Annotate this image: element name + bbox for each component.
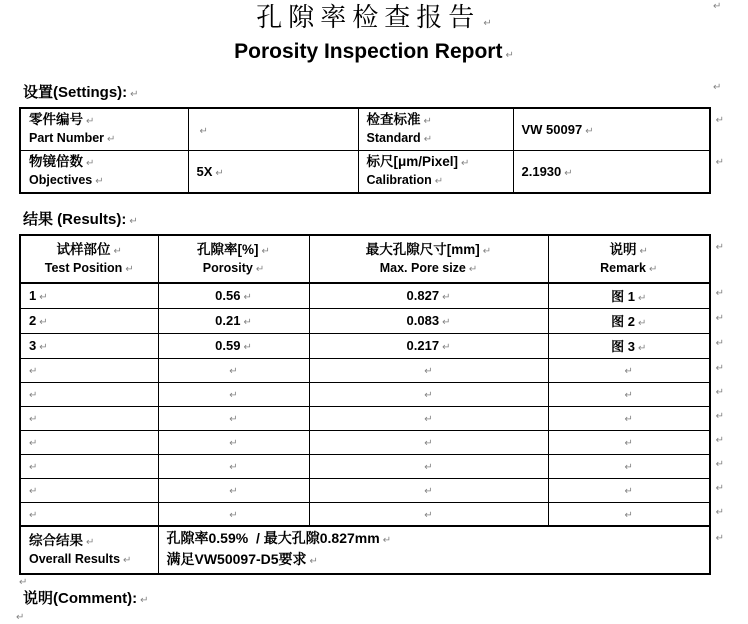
- position-cell[interactable]: [20, 358, 158, 382]
- col-test-position-header[interactable]: [20, 235, 158, 283]
- max-pore-cell[interactable]: [309, 430, 548, 454]
- porosity-cell[interactable]: [158, 308, 309, 333]
- row-end-mark-icon: ↵: [715, 386, 724, 398]
- paragraph-mark-icon: ↵: [564, 167, 573, 179]
- calibration-label-en: Calibration: [366, 173, 432, 187]
- position-cell[interactable]: [20, 283, 158, 308]
- max-pore-cell[interactable]: [309, 333, 548, 358]
- row-end-mark-icon: ↵: [715, 434, 724, 446]
- porosity-cell[interactable]: [158, 333, 309, 358]
- empty-result-row: [20, 430, 710, 454]
- report-title-en: [0, 39, 748, 68]
- paragraph-mark-icon: ↵: [713, 1, 722, 12]
- porosity-value: 0.59: [215, 338, 241, 353]
- porosity-cell[interactable]: [158, 454, 309, 478]
- max-pore-cell[interactable]: [309, 308, 548, 333]
- paragraph-mark-icon: ↵: [424, 438, 433, 449]
- position-cell[interactable]: [20, 406, 158, 430]
- paragraph-mark-icon: ↵: [86, 536, 95, 548]
- paragraph-mark-icon: ↵: [624, 390, 633, 401]
- max-pore-cell[interactable]: [309, 502, 548, 526]
- settings-table: [19, 107, 724, 194]
- max-pore-cell[interactable]: [309, 454, 548, 478]
- paragraph-mark-icon: ↵: [637, 293, 647, 305]
- part-number-label-cell[interactable]: [20, 108, 188, 151]
- paragraph-mark-icon: ↵: [29, 390, 38, 401]
- col-header-zh: 说明: [609, 241, 637, 257]
- paragraph-mark-icon: ↵: [624, 366, 633, 377]
- paragraph-mark-icon: ↵: [229, 414, 238, 425]
- settings-row-1: [20, 108, 710, 151]
- calibration-label-zh: 标尺[μm/Pixel]: [366, 154, 459, 169]
- objectives-value-cell[interactable]: [188, 151, 358, 194]
- paragraph-mark-icon: ↵: [639, 245, 648, 257]
- paragraph-mark-icon: ↵: [424, 462, 433, 473]
- paragraph-mark-icon: ↵: [29, 462, 38, 473]
- max-pore-cell[interactable]: [309, 358, 548, 382]
- remark-value: 图 1: [611, 289, 635, 305]
- paragraph-mark-icon: ↵: [483, 18, 492, 29]
- settings-heading-text: 设置(Settings):: [23, 84, 128, 101]
- overall-results-value-cell[interactable]: [158, 526, 724, 574]
- col-header-en: Max. Pore size: [379, 260, 466, 275]
- calibration-label-cell[interactable]: [358, 151, 513, 194]
- position-cell[interactable]: [20, 382, 158, 406]
- paragraph-mark-icon: ↵: [199, 125, 208, 137]
- porosity-cell[interactable]: [158, 478, 309, 502]
- row-end-mark-icon: ↵: [715, 242, 724, 253]
- remark-value: 图 3: [611, 339, 635, 354]
- col-max-pore-header[interactable]: [309, 235, 548, 283]
- result-row-1: [20, 283, 710, 308]
- report-title-en-text: Porosity Inspection Report: [234, 40, 503, 63]
- paragraph-mark-icon: ↵: [637, 318, 647, 329]
- col-header-zh: 最大孔隙尺寸[mm]: [365, 241, 480, 257]
- overall-results-line1: 孔隙率0.59% / 最大孔隙0.827mm: [166, 530, 380, 546]
- porosity-value: 0.56: [215, 288, 241, 304]
- standard-label-cell[interactable]: [358, 108, 513, 151]
- paragraph-mark-icon: ↵: [29, 438, 38, 449]
- paragraph-mark-icon: ↵: [125, 263, 134, 275]
- comment-heading-text: 说明(Comment):: [23, 590, 138, 607]
- col-header-en: Test Position: [44, 260, 123, 275]
- standard-label-en: Standard: [366, 131, 421, 145]
- paragraph-mark-icon: ↵: [140, 595, 149, 606]
- row-end-mark-icon: ↵: [715, 288, 724, 299]
- row-end-mark-icon: ↵: [715, 533, 724, 544]
- row-end-mark-icon: ↵: [715, 312, 724, 324]
- paragraph-mark-icon: ↵: [243, 317, 252, 328]
- paragraph-mark-icon: ↵: [113, 245, 122, 257]
- results-table: [19, 234, 724, 575]
- paragraph-mark-icon: ↵: [309, 556, 318, 567]
- col-header-zh: 孔隙率[%]: [197, 241, 259, 257]
- paragraph-mark-icon: ↵: [39, 342, 48, 353]
- row-end-mark-icon: ↵: [715, 458, 724, 470]
- remark-value: 图 2: [611, 314, 635, 329]
- paragraph-mark-icon: ↵: [423, 116, 432, 127]
- objectives-label-en: Objectives: [29, 173, 93, 187]
- paragraph-mark-icon: ↵: [442, 317, 451, 328]
- paragraph-mark-icon: ↵: [423, 134, 433, 145]
- paragraph-mark-icon: ↵: [130, 89, 139, 100]
- max-pore-value: 0.217: [406, 338, 440, 353]
- row-end-mark-icon: ↵: [715, 157, 724, 168]
- paragraph-mark-icon: ↵: [624, 486, 633, 497]
- porosity-cell[interactable]: [158, 430, 309, 454]
- position-cell[interactable]: [20, 333, 158, 358]
- paragraph-mark-icon: ↵: [255, 263, 265, 275]
- paragraph-mark-icon: ↵: [29, 414, 38, 425]
- paragraph-mark-icon: ↵: [461, 158, 470, 169]
- max-pore-value: 0.083: [406, 313, 440, 328]
- porosity-value: 0.21: [215, 313, 241, 328]
- position-value: 2: [29, 313, 37, 328]
- paragraph-mark-icon: ↵: [424, 390, 433, 401]
- calibration-value-cell[interactable]: [513, 151, 724, 194]
- paragraph-mark-icon: ↵: [129, 216, 138, 227]
- row-end-mark-icon: ↵: [715, 115, 724, 126]
- standard-value: VW 50097: [521, 121, 583, 137]
- result-row-2: [20, 308, 710, 333]
- max-pore-cell[interactable]: [309, 406, 548, 430]
- paragraph-mark-icon: ↵: [215, 167, 224, 179]
- porosity-cell[interactable]: [158, 358, 309, 382]
- paragraph-mark-icon: ↵: [624, 462, 633, 473]
- paragraph-mark-icon: ↵: [229, 462, 238, 473]
- col-header-en: Porosity: [202, 260, 253, 275]
- settings-heading: [19, 84, 709, 104]
- row-end-mark-icon: ↵: [715, 362, 724, 374]
- paragraph-mark-icon: ↵: [243, 342, 252, 353]
- max-pore-cell[interactable]: [309, 283, 548, 308]
- max-pore-cell[interactable]: [309, 478, 548, 502]
- report-title-zh-text: 孔隙率检查报告: [256, 3, 481, 32]
- result-row-3: [20, 333, 710, 358]
- overall-results-line2: 满足VW50097-D5要求: [166, 551, 307, 567]
- remark-cell[interactable]: [548, 333, 724, 358]
- paragraph-mark-icon: ↵: [95, 176, 104, 187]
- paragraph-mark-icon: ↵: [585, 125, 594, 137]
- settings-row-2: [20, 151, 710, 194]
- paragraph-mark-icon: ↵: [123, 554, 132, 566]
- paragraph-mark-icon: ↵: [29, 366, 38, 377]
- position-value: 3: [29, 338, 37, 353]
- empty-result-row: [20, 478, 710, 502]
- part-number-label-zh: 零件编号: [29, 112, 83, 127]
- objectives-label-cell[interactable]: [20, 151, 188, 194]
- paragraph-mark-icon: ↵: [442, 342, 451, 353]
- results-heading-text: 结果 (Results):: [23, 211, 127, 228]
- porosity-cell[interactable]: [158, 502, 309, 526]
- row-end-mark-icon: ↵: [715, 506, 724, 518]
- remark-cell[interactable]: [548, 308, 724, 333]
- paragraph-mark-icon: ↵: [442, 292, 451, 304]
- paragraph-mark-icon: ↵: [229, 509, 238, 521]
- paragraph-mark-icon: ↵: [637, 343, 647, 354]
- porosity-cell[interactable]: [158, 406, 309, 430]
- paragraph-mark-icon: ↵: [713, 82, 722, 93]
- paragraph-mark-icon: ↵: [243, 292, 252, 304]
- porosity-cell[interactable]: [158, 283, 309, 308]
- paragraph-mark-icon: ↵: [261, 245, 270, 257]
- paragraph-mark-icon: ↵: [229, 366, 238, 377]
- position-cell[interactable]: [20, 502, 158, 526]
- paragraph-mark-icon: ↵: [624, 414, 633, 425]
- part-number-label-en: Part Number: [29, 131, 105, 145]
- paragraph-mark-icon: ↵: [39, 317, 48, 328]
- remark-cell[interactable]: [548, 406, 724, 430]
- empty-result-row: [20, 406, 710, 430]
- overall-results-row: [20, 526, 710, 574]
- paragraph-mark-icon: ↵: [229, 486, 238, 497]
- paragraph-mark-icon: ↵: [382, 535, 392, 546]
- paragraph-mark-icon: ↵: [86, 158, 95, 169]
- calibration-value: 2.1930: [521, 163, 562, 179]
- results-header-row: [20, 235, 710, 283]
- col-porosity-header[interactable]: [158, 235, 309, 283]
- standard-label-zh: 检查标准: [366, 112, 421, 127]
- overall-results-label-zh: 综合结果: [29, 532, 83, 548]
- paragraph-mark-icon: ↵: [29, 486, 38, 497]
- objectives-value: 5X: [196, 163, 213, 179]
- part-number-value-cell[interactable]: [188, 108, 358, 151]
- paragraph-mark-icon: ↵: [648, 263, 658, 275]
- empty-result-row: [20, 454, 710, 478]
- overall-results-label-cell[interactable]: [20, 526, 158, 574]
- paragraph-mark-icon: ↵: [624, 438, 633, 449]
- max-pore-cell[interactable]: [309, 382, 548, 406]
- empty-result-row: [20, 358, 710, 382]
- position-value: 1: [29, 288, 37, 304]
- paragraph-mark-icon: ↵: [107, 134, 116, 145]
- position-cell[interactable]: [20, 478, 158, 502]
- remark-cell[interactable]: [548, 454, 724, 478]
- paragraph-mark-icon: ↵: [468, 263, 478, 275]
- remark-cell[interactable]: [548, 502, 724, 526]
- empty-result-row: [20, 502, 710, 526]
- remark-cell[interactable]: [548, 382, 724, 406]
- remark-cell[interactable]: [548, 478, 724, 502]
- paragraph-mark-icon: ↵: [424, 486, 433, 497]
- paragraph-mark-icon: ↵: [624, 509, 633, 521]
- paragraph-mark-icon: ↵: [229, 390, 238, 401]
- remark-cell[interactable]: [548, 283, 724, 308]
- col-header-zh: 试样部位: [56, 241, 111, 257]
- remark-cell[interactable]: [548, 358, 724, 382]
- empty-paragraph[interactable]: [19, 575, 748, 589]
- empty-paragraph[interactable]: [16, 610, 748, 624]
- overall-results-label-en: Overall Results: [29, 551, 121, 566]
- paragraph-mark-icon: ↵: [482, 245, 492, 257]
- col-header-en: Remark: [600, 260, 646, 275]
- paragraph-mark-icon: ↵: [434, 176, 444, 187]
- position-cell[interactable]: [20, 454, 158, 478]
- position-cell[interactable]: [20, 430, 158, 454]
- report-title-zh: [0, 0, 748, 39]
- row-end-mark-icon: ↵: [715, 410, 724, 422]
- objectives-label-zh: 物镜倍数: [29, 154, 83, 169]
- position-cell[interactable]: [20, 308, 158, 333]
- comment-heading: [19, 590, 709, 610]
- paragraph-mark-icon: ↵: [424, 509, 433, 521]
- paragraph-mark-icon: ↵: [86, 116, 95, 127]
- paragraph-mark-icon: ↵: [229, 438, 238, 449]
- paragraph-mark-icon: ↵: [424, 366, 433, 377]
- empty-result-row: [20, 382, 710, 406]
- paragraph-mark-icon: ↵: [29, 509, 38, 521]
- remark-cell[interactable]: [548, 430, 724, 454]
- results-heading: [19, 211, 709, 231]
- max-pore-value: 0.827: [406, 288, 440, 304]
- row-end-mark-icon: ↵: [715, 337, 724, 349]
- col-remark-header[interactable]: [548, 235, 724, 283]
- paragraph-mark-icon: ↵: [39, 292, 48, 304]
- standard-value-cell[interactable]: [513, 108, 724, 151]
- paragraph-mark-icon: ↵: [16, 612, 25, 623]
- row-end-mark-icon: ↵: [715, 482, 724, 494]
- porosity-cell[interactable]: [158, 382, 309, 406]
- paragraph-mark-icon: ↵: [505, 50, 514, 61]
- paragraph-mark-icon: ↵: [424, 414, 433, 425]
- paragraph-mark-icon: ↵: [19, 577, 28, 588]
